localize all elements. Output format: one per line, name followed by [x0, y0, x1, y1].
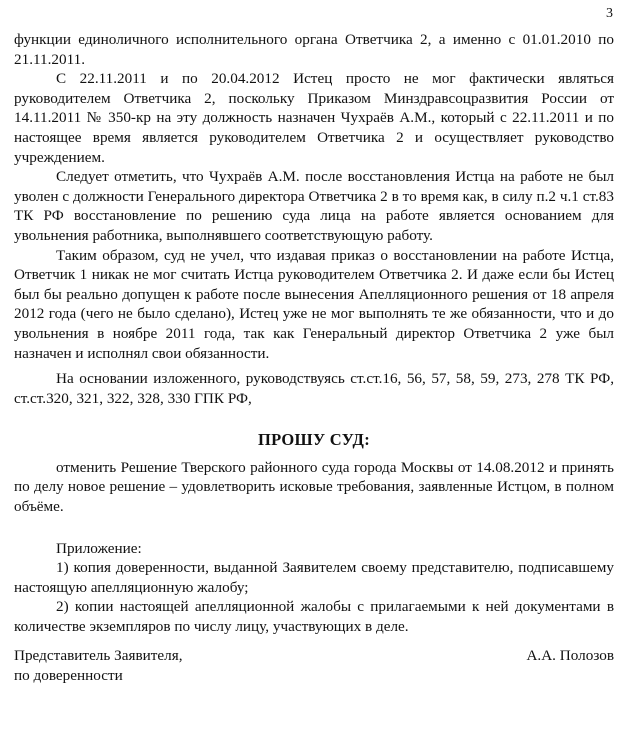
signature-role-line: Представитель Заявителя, — [14, 647, 183, 664]
signature-role-line: по доверенности — [14, 667, 123, 684]
signature-role — [14, 646, 183, 686]
request-title: ПРОШУ СУД: — [258, 430, 370, 450]
page-number: 3 — [606, 6, 613, 21]
request-text: отменить Решение Тверского районного суда города Москвы от 14.08.2012 и принять по делу новое решение – удовлетворить исковые требования, заявленные Истцом, в полном объёме. — [14, 458, 614, 516]
attachment-item: 2) копии настоящей апелляционной жалобы с прилагаемыми к ней документами в количестве экземпляров по числу лицу, участвующих в деле. — [14, 598, 614, 636]
paragraph: Таким образом, суд не учел, что издавая приказ о восстановлении на работе Истца, Ответчик 1 никак не мог считать Истца руководителем Ответчика 2. И даже если бы Истец был бы реально допущен к работе после вынесения Апелляционного решения от 18 апреля 2012 года (чего не было сделано), Истец уже не мог выполнять те же обязанности, что и до увольнения в ноябре 2011 года, так как Генеральный директор Ответчика 2 уже был назначен и исполнял свои обязанности. — [14, 246, 614, 362]
paragraph: С 22.11.2011 и по 20.04.2012 Истец просто не мог фактически являться руководителем Ответчика 2, поскольку Приказом Минздравсоцразвития России от 14.11.2011 № 350-кр на эту должность назначен Чухраёв А.М., который с 22.11.2011 и по настоящее время является руководителем Ответчика 2 и осуществляет руководство учреждением. — [14, 70, 614, 166]
paragraph: На основании изложенного, руководствуясь ст.ст.16, 56, 57, 58, 59, 273, 278 ТК РФ, ст.ст.320, 321, 322, 328, 330 ГПК РФ, — [14, 370, 614, 407]
paragraph: Следует отметить, что Чухраёв А.М. после восстановления Истца на работе не был уволен с должности Генерального директора Ответчика 2 в то время как, в силу п.2 ч.1 ст.83 ТК РФ восстановление по решению суда лица на работе является основанием для увольнения работника, выполнявшего соответствующую работу. — [14, 168, 614, 244]
document-body — [14, 30, 614, 637]
paragraph: функции единоличного исполнительного органа Ответчика 2, а именно с 01.01.2010 по 21.11.2011. — [14, 31, 614, 68]
attachments-heading: Приложение: — [56, 539, 142, 557]
attachment-item: 1) копия доверенности, выданной Заявителем своему представителю, подписавшему настоящую апелляционную жалобу; — [14, 559, 614, 596]
signature-name: А.А. Полозов — [526, 647, 614, 664]
